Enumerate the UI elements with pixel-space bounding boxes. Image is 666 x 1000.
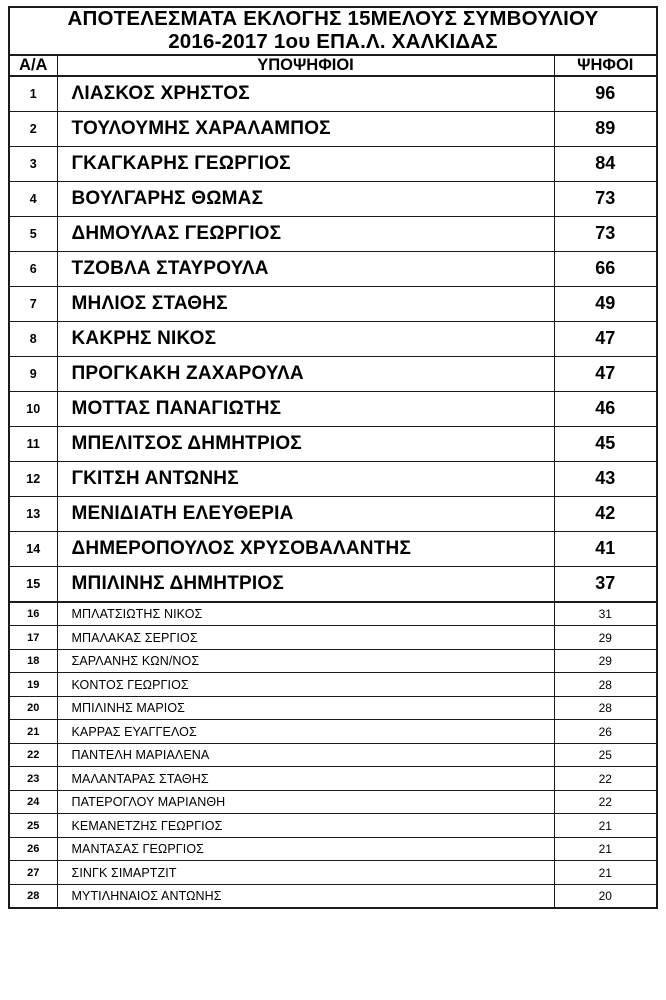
row-candidate: ΠΡΟΓΚΑΚΗ ΖΑΧΑΡΟΥΛΑ: [57, 356, 554, 391]
row-rank: 26: [9, 837, 57, 861]
row-votes: 31: [554, 602, 657, 626]
title-line-1: ΑΠΟΤΕΛΕΣΜΑΤΑ ΕΚΛΟΓΗΣ 15ΜΕΛΟΥΣ ΣΥΜΒΟΥΛΙΟΥ: [67, 7, 599, 30]
row-votes: 45: [554, 426, 657, 461]
row-votes: 89: [554, 111, 657, 146]
row-rank: 10: [9, 391, 57, 426]
row-rank: 14: [9, 531, 57, 566]
row-rank: 16: [9, 602, 57, 626]
table-row: [9, 76, 657, 112]
row-candidate: ΚΑΡΡΑΣ ΕΥΑΓΓΕΛΟΣ: [57, 720, 554, 744]
row-candidate: ΓΚΑΓΚΑΡΗΣ ΓΕΩΡΓΙΟΣ: [57, 146, 554, 181]
row-rank: 3: [9, 146, 57, 181]
table-row: [9, 861, 657, 885]
row-votes: 73: [554, 181, 657, 216]
row-rank: 19: [9, 673, 57, 697]
row-rank: 11: [9, 426, 57, 461]
row-votes: 46: [554, 391, 657, 426]
row-rank: 21: [9, 720, 57, 744]
table-row: [9, 602, 657, 626]
row-candidate: ΚΟΝΤΟΣ ΓΕΩΡΓΙΟΣ: [57, 673, 554, 697]
row-candidate: ΚΑΚΡΗΣ ΝΙΚΟΣ: [57, 321, 554, 356]
row-votes: 28: [554, 673, 657, 697]
table-row: [9, 181, 657, 216]
row-rank: 24: [9, 790, 57, 814]
row-votes: 41: [554, 531, 657, 566]
table-row: [9, 531, 657, 566]
table-row: [9, 626, 657, 650]
table-row: [9, 837, 657, 861]
row-candidate: ΒΟΥΛΓΑΡΗΣ ΘΩΜΑΣ: [57, 181, 554, 216]
row-candidate: ΜΠΙΛΙΝΗΣ ΔΗΜΗΤΡΙΟΣ: [57, 566, 554, 602]
row-votes: 42: [554, 496, 657, 531]
table-body: [9, 7, 657, 908]
row-candidate: ΛΙΑΣΚΟΣ ΧΡΗΣΤΟΣ: [57, 76, 554, 112]
table-row: [9, 356, 657, 391]
table-row: [9, 790, 657, 814]
row-candidate: ΣΙΝΓΚ ΣΙΜΑΡΤΖΙΤ: [57, 861, 554, 885]
row-votes: 29: [554, 649, 657, 673]
row-rank: 18: [9, 649, 57, 673]
row-rank: 17: [9, 626, 57, 650]
row-votes: 96: [554, 76, 657, 112]
column-header-rank: Α/Α: [9, 55, 57, 76]
table-row: [9, 286, 657, 321]
row-candidate: ΔΗΜΕΡΟΠΟΥΛΟΣ ΧΡΥΣΟΒΑΛΑΝΤΗΣ: [57, 531, 554, 566]
row-votes: 26: [554, 720, 657, 744]
row-votes: 21: [554, 861, 657, 885]
row-candidate: ΣΑΡΛΑΝΗΣ ΚΩΝ/ΝΟΣ: [57, 649, 554, 673]
row-votes: 21: [554, 814, 657, 838]
election-results-table: [8, 6, 658, 909]
row-candidate: ΜΗΛΙΟΣ ΣΤΑΘΗΣ: [57, 286, 554, 321]
column-header-candidate: ΥΠΟΨΗΦΙΟΙ: [57, 55, 554, 76]
row-rank: 23: [9, 767, 57, 791]
row-rank: 27: [9, 861, 57, 885]
row-rank: 15: [9, 566, 57, 602]
table-row: [9, 696, 657, 720]
row-candidate: ΔΗΜΟΥΛΑΣ ΓΕΩΡΓΙΟΣ: [57, 216, 554, 251]
row-votes: 73: [554, 216, 657, 251]
header-row: [9, 55, 657, 76]
table-row: [9, 566, 657, 602]
row-votes: 21: [554, 837, 657, 861]
row-candidate: ΜΕΝΙΔΙΑΤΗ ΕΛΕΥΘΕΡΙΑ: [57, 496, 554, 531]
table-row: [9, 884, 657, 908]
row-candidate: ΚΕΜΑΝΕΤΖΗΣ ΓΕΩΡΓΙΟΣ: [57, 814, 554, 838]
table-row: [9, 814, 657, 838]
table-row: [9, 391, 657, 426]
table-row: [9, 111, 657, 146]
row-votes: 47: [554, 356, 657, 391]
row-votes: 22: [554, 790, 657, 814]
row-rank: 22: [9, 743, 57, 767]
column-header-votes: ΨΗΦΟΙ: [554, 55, 657, 76]
row-rank: 20: [9, 696, 57, 720]
row-votes: 84: [554, 146, 657, 181]
row-candidate: ΜΑΝΤΑΣΑΣ ΓΕΩΡΓΙΟΣ: [57, 837, 554, 861]
row-votes: 20: [554, 884, 657, 908]
table-row: [9, 496, 657, 531]
table-row: [9, 146, 657, 181]
row-votes: 37: [554, 566, 657, 602]
row-rank: 2: [9, 111, 57, 146]
table-row: [9, 767, 657, 791]
table-row: [9, 321, 657, 356]
row-votes: 49: [554, 286, 657, 321]
title-row: [9, 7, 657, 55]
row-rank: 1: [9, 76, 57, 112]
row-candidate: ΜΠΑΛΑΚΑΣ ΣΕΡΓΙΟΣ: [57, 626, 554, 650]
row-votes: 29: [554, 626, 657, 650]
row-votes: 66: [554, 251, 657, 286]
table-row: [9, 673, 657, 697]
row-votes: 25: [554, 743, 657, 767]
table-row: [9, 461, 657, 496]
row-candidate: ΤΖΟΒΛΑ ΣΤΑΥΡΟΥΛΑ: [57, 251, 554, 286]
row-rank: 4: [9, 181, 57, 216]
row-votes: 47: [554, 321, 657, 356]
document-title: [9, 7, 657, 55]
row-rank: 13: [9, 496, 57, 531]
row-candidate: ΜΠΛΑΤΣΙΩΤΗΣ ΝΙΚΟΣ: [57, 602, 554, 626]
row-votes: 43: [554, 461, 657, 496]
table-row: [9, 251, 657, 286]
row-candidate: ΜΠΕΛΙΤΣΟΣ ΔΗΜΗΤΡΙΟΣ: [57, 426, 554, 461]
title-line-2: 2016-2017 1ου ΕΠΑ.Λ. ΧΑΛΚΙΔΑΣ: [168, 29, 498, 53]
table-row: [9, 426, 657, 461]
row-candidate: ΓΚΙΤΣΗ ΑΝΤΩΝΗΣ: [57, 461, 554, 496]
row-candidate: ΜΟΤΤΑΣ ΠΑΝΑΓΙΩΤΗΣ: [57, 391, 554, 426]
row-rank: 12: [9, 461, 57, 496]
row-candidate: ΜΑΛΑΝΤΑΡΑΣ ΣΤΑΘΗΣ: [57, 767, 554, 791]
row-votes: 28: [554, 696, 657, 720]
row-rank: 25: [9, 814, 57, 838]
row-candidate: ΜΠΙΛΙΝΗΣ ΜΑΡΙΟΣ: [57, 696, 554, 720]
table-row: [9, 216, 657, 251]
row-rank: 28: [9, 884, 57, 908]
row-candidate: ΠΑΝΤΕΛΗ ΜΑΡΙΑΛΕΝΑ: [57, 743, 554, 767]
row-candidate: ΜΥΤΙΛΗΝΑΙΟΣ ΑΝΤΩΝΗΣ: [57, 884, 554, 908]
row-rank: 8: [9, 321, 57, 356]
table-row: [9, 649, 657, 673]
row-votes: 22: [554, 767, 657, 791]
row-rank: 5: [9, 216, 57, 251]
table-row: [9, 743, 657, 767]
table-row: [9, 720, 657, 744]
row-candidate: ΤΟΥΛΟΥΜΗΣ ΧΑΡΑΛΑΜΠΟΣ: [57, 111, 554, 146]
row-rank: 6: [9, 251, 57, 286]
row-candidate: ΠΑΤΕΡΟΓΛΟΥ ΜΑΡΙΑΝΘΗ: [57, 790, 554, 814]
row-rank: 9: [9, 356, 57, 391]
row-rank: 7: [9, 286, 57, 321]
